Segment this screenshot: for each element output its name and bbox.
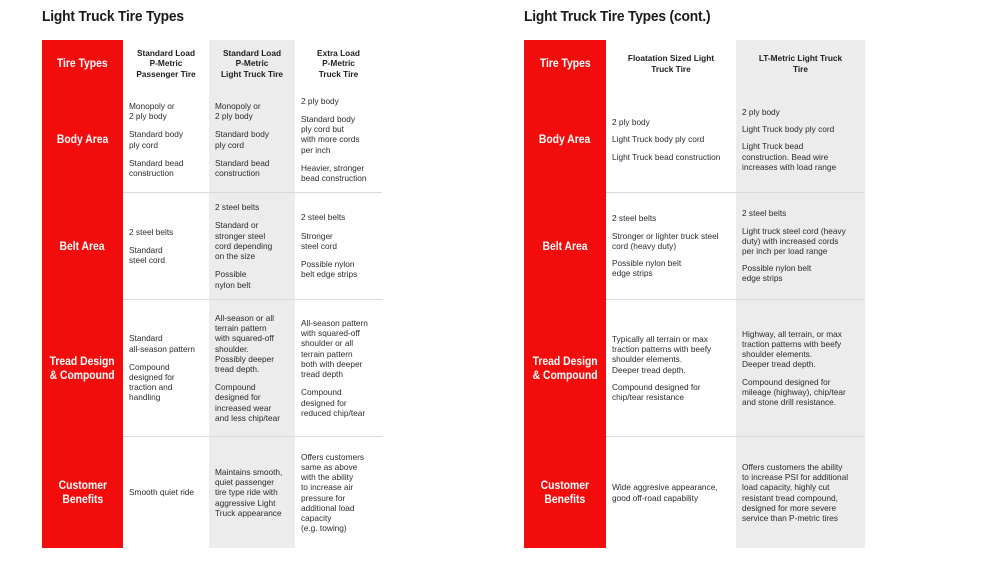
left-tire-table (42, 40, 382, 548)
cell-text: 2 ply body (612, 117, 650, 128)
column-header: Standard Load P-Metric Light Truck Tire (209, 40, 295, 87)
cell-text: Light Truck bead construction (612, 151, 721, 162)
row-header-label: Belt Area (542, 240, 588, 253)
table-cell (736, 193, 865, 300)
table-cell (295, 437, 382, 548)
right-table-title: Light Truck Tire Types (cont.) (524, 8, 711, 25)
cell-text: Standard all-season pattern (129, 333, 195, 354)
row-header-body-area (42, 87, 123, 193)
table-cell (123, 193, 209, 300)
row-header-body-area (524, 87, 606, 193)
row-header-label: Tread Design & Compound (50, 355, 115, 382)
table-cell (295, 87, 382, 193)
cell-text: Standard bead construction (129, 157, 184, 178)
cell-text: Compound designed for reduced chip/tear (301, 387, 366, 418)
table-cell (123, 300, 209, 437)
table-cell (736, 437, 865, 548)
column-header: Floatation Sized Light Truck Tire (627, 53, 715, 74)
table-cell (606, 193, 736, 300)
row-header-customer-benefits (42, 437, 123, 548)
cell-text: Compound designed for mileage (highway), chip/tear and stone drill resistance. (742, 376, 846, 407)
cell-text: Smooth quiet ride (129, 487, 195, 498)
cell-text: Standard or stronger steel cord depending on the size (215, 220, 273, 262)
cell-text: Possible nylon belt edge strips (612, 258, 682, 279)
row-header-tire-types (42, 40, 123, 87)
cell-text: Monopoly or 2 ply body (129, 100, 175, 122)
cell-text: 2 ply body (301, 95, 339, 106)
cell-text: Light Truck body ply cord (742, 124, 835, 135)
cell-text: Standard steel cord (129, 244, 165, 266)
cell-text: Standard bead construction (215, 157, 270, 178)
table-cell (123, 87, 209, 193)
cell-text: Stronger or lighter truck steel cord (heavy duty) (612, 230, 719, 251)
table-cell (209, 193, 295, 300)
cell-text: 2 steel belts (742, 208, 787, 219)
cell-text: 2 ply body (742, 106, 780, 117)
cell-text: Monopoly or 2 ply body (215, 100, 261, 122)
table-cell (209, 437, 295, 548)
cell-text: Wide aggresive appearance, good off-road capability (612, 482, 718, 503)
column-header: Standard Load P-Metric Passenger Tire (136, 48, 196, 79)
cell-text: Light truck steel cord (heavy duty) with increased cords per inch per load range (742, 225, 846, 256)
cell-text: Standard body ply cord but with more cords per inch (301, 113, 360, 155)
cell-text: Offers customers the ability to increase PSI for additional load capacity, highly cut resistant tread compound, designed for more severe service than P-metric tires (742, 461, 849, 523)
column-header: LT-Metric Light Truck Tire (736, 40, 865, 87)
row-header-label: Tire Types (57, 57, 108, 70)
table-cell (606, 87, 736, 193)
cell-text: Light Truck bead construction. Bead wire increases with load range (742, 141, 837, 172)
cell-text: All-season pattern with squared-off shoulder or all terrain pattern both with deeper tread depth (301, 318, 368, 380)
table-cell (295, 300, 382, 437)
cell-text: Compound designed for chip/tear resistance (612, 381, 701, 402)
cell-text: Highway, all terrain, or max traction patterns with beefy shoulder elements. Deeper tread depth. (742, 328, 842, 370)
row-header-label: Customer Benefits (540, 479, 590, 506)
row-header-tire-types (524, 40, 606, 87)
cell-text: All-season or all terrain pattern with squared-off shoulder. Possibly deeper tread depth. (215, 312, 275, 374)
cell-text: Possible nylon belt edge strips (301, 259, 358, 280)
table-cell (606, 437, 736, 548)
right-tire-table (524, 40, 865, 548)
row-header-customer-benefits (524, 437, 606, 548)
row-header-label: Tread Design & Compound (532, 355, 598, 382)
row-header-tread-design-compound (524, 300, 606, 437)
cell-text: Light Truck body ply cord (612, 134, 705, 145)
cell-text: Possible nylon belt edge strips (742, 263, 812, 284)
table-cell (295, 193, 382, 300)
cell-text: Typically all terrain or max traction patterns with beefy shoulder elements. Deeper tread depth. (612, 333, 712, 375)
table-cell (209, 300, 295, 437)
table-cell (736, 87, 865, 193)
column-header: Extra Load P-Metric Truck Tire (317, 48, 360, 79)
cell-text: Maintains smooth, quiet passenger tire type ride with aggressive Light Truck appearance (215, 466, 283, 518)
left-table-title: Light Truck Tire Types (42, 8, 184, 25)
row-header-belt-area (42, 193, 123, 300)
table-cell (123, 437, 209, 548)
cell-text: 2 steel belts (129, 226, 174, 237)
table-cell (736, 300, 865, 437)
cell-text: Offers customers same as above with the ability to increase air pressure for additional load capacity (e.g. towing) (301, 451, 365, 534)
row-header-label: Body Area (539, 134, 591, 146)
table-cell (606, 300, 736, 437)
cell-text: Standard body ply cord (215, 129, 269, 150)
cell-text: Stronger steel cord (301, 230, 337, 251)
cell-text: 2 steel belts (612, 213, 657, 224)
row-header-label: Belt Area (59, 240, 106, 253)
table-cell (209, 87, 295, 193)
cell-text: Compound designed for traction and handling (129, 361, 175, 403)
row-header-belt-area (524, 193, 606, 300)
cell-text: Heavier, stronger bead construction (301, 162, 367, 183)
cell-text: Compound designed for increased wear and less chip/tear (215, 382, 281, 423)
cell-text: 2 steel belts (301, 212, 346, 223)
row-header-tread-design-compound (42, 300, 123, 437)
row-header-label: Body Area (56, 134, 109, 146)
cell-text: Standard body ply cord (129, 129, 183, 150)
cell-text: 2 steel belts (215, 202, 260, 213)
row-header-label: Tire Types (539, 57, 591, 70)
row-header-label: Customer Benefits (58, 479, 107, 506)
cell-text: Possible nylon belt (215, 269, 251, 290)
